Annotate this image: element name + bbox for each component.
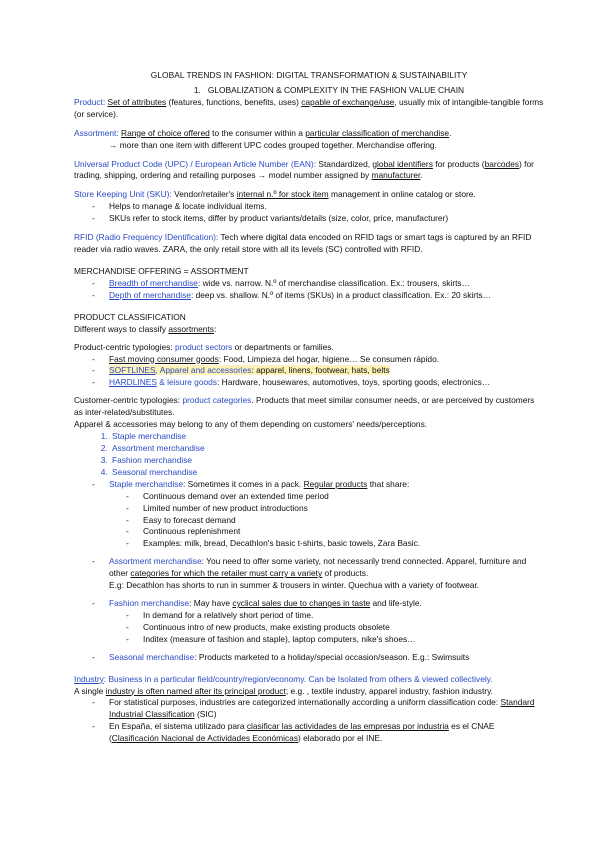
sku-term: Store Keeping Unit (SKU): <box>74 189 172 200</box>
list-item: - HARDLINES & leisure goods: Hardware, housewares, automotives, toys, sporting goods, electronics… <box>92 377 544 389</box>
industry-term: Industry <box>74 673 104 684</box>
list-item: - Easy to forecast demand <box>126 515 544 527</box>
staple-item: - Staple merchandise: Sometimes it comes in a pack. Regular products that share: - Continuous demand over an extended time period - Limited number of new product introductions - Easy to forecast demand - Continuous replenishment - Examples: milk, bread, Decathlon's basic t-shirts, basic towels, Zara Basic. <box>92 479 544 551</box>
list-item: - Examples: milk, bread, Decathlon's basic t-shirts, basic towels, Zara Basic. <box>126 538 544 550</box>
merchandise-types-detail <box>74 479 544 664</box>
assortment-term: Assortment: <box>74 127 119 138</box>
assortment-item: - Assortment merchandise: You need to offer some variety, not necessarily trend connected. Apparel, furniture and other categories for which the retailer must carry a variety of products. E.g: Decathlon has shorts to run in summer & trousers in winter. Quechua with a variety of footwear. <box>92 556 544 592</box>
product-term: Product: <box>74 96 106 107</box>
list-item-highlighted: - SOFTLINES, Apparel and accessories: apparel, linens, footwear, hats, belts <box>92 365 544 377</box>
product-definition: Product: Set of attributes (features, functions, benefits, uses) capable of exchange/use, usually mix of intangible-tangible forms (or service). <box>74 96 544 119</box>
document-title: GLOBAL TRENDS IN FASHION: DIGITAL TRANSFORMATION & SUSTAINABILITY <box>150 70 468 80</box>
industry-section: Industry: Business in a particular field/country/region/economy. Can be Isolated from others & viewed collectively. A single industry is often named after its principal product; e.g. , textile industry, apparel industry, fashion industry. - For statistical purposes, industries are categorized internationally according a uniform classification code: Standard Industrial Classification (SIC) - En España, el sistema utilizado para clasificar las actividades de las empresas por industria es el CNAE (Clasificación Nacional de Actividades Económicas) elaborado por el INE. <box>74 674 544 746</box>
rfid-definition: RFID (Radio Frequency IDentification): Tech where digital data encoded on RFID tags or smart tags is captured by an RFID reader via radio waves. ZARA, the only retail store with all its levels (SC) controlled with RFID. <box>74 232 532 255</box>
fashion-item: - Fashion merchandise: May have cyclical sales due to changes in taste and life-style. - In demand for a relatively short period of time. - Continuous intro of new products, make existing products obsolete - Inditex (measure of fashion and staple), laptop computers, nike's shoes… <box>92 598 544 646</box>
sku-definition: Store Keeping Unit (SKU): Vendor/retailer's internal n.º for stock item management in online catalog or store. - Helps to manage & locate individual items. - SKUs refer to stock items, differ by product variants/details (size, color, price, manufacturer) <box>74 189 544 225</box>
seasonal-item: - Seasonal merchandise: Products marketed to a holiday/special occasion/season. E.g.: Swimsuits <box>92 652 544 664</box>
list-item: - Limited number of new product introductions <box>126 503 544 515</box>
list-item: - Breadth of merchandise: wide vs. narrow. N.º of merchandise classification. Ex.: trousers, skirts… <box>92 278 544 290</box>
product-classification-section: PRODUCT CLASSIFICATION Different ways to classify assortments: Product-centric typologies: product sectors or departments or families. - Fast moving consumer goods: Food, Limpieza del hogar, higiene… Se consumen rápido. - SOFTLINES, Apparel and accessories: apparel, linens, footwear, hats, belts - HARDLINES & leisure goods: Hardware, housewares, automotives, toys, sporting goods, electronics… Customer-centric typologies: product categories. Products that meet similar consumer needs, or are perceived by customers as inter-related/substitutes. Apparel & accessories may belong to any of them depending on customers' needs/perceptions. 1. Staple merchandise 2. Assortment merchandise 3. Fashion merchandise 4. Seasonal merchandise - Staple merchandise: Sometimes it comes in a pack. Regular products that share: - Continuous demand over an extended time period - Limited number of new product introductions - Easy to forecast demand - Continuous replenishment - Examples: milk, bread, Decathlon's basic t-shirts, basic towels, Zara Basic. - Assortment merchandise: You need to offer some variety, not necessarily trend connected. Apparel, furniture and other categories for which the retailer must carry a variety of products. E.g: Decathlon has shorts to run in summer & trousers in winter. Quechua with a variety of footwear. - Fashion merchandise: May have cyclical sales due to changes in taste and life-style. - In demand for a relatively short period of time. - Continuous intro of new products, make existing products obsolete - Inditex (measure of fashion and staple), laptop computers, nike's shoes… - Seasonal merchandise: Products marketed to a holiday/special occasion/season. E.g.: Swimsuits <box>74 312 544 664</box>
list-item: 1. Staple merchandise <box>110 431 544 443</box>
section-heading: 1. GLOBALIZATION & COMPLEXITY IN THE FASHION VALUE CHAIN <box>193 84 465 95</box>
rfid-term: RFID (Radio Frequency IDentification): <box>74 232 219 243</box>
list-item: - Continuous replenishment <box>126 526 544 538</box>
list-item: - En España, el sistema utilizado para clasificar las actividades de las empresas por industria es el CNAE (Clasificación Nacional de Actividades Económicas) elaborado por el INE. <box>92 721 544 745</box>
upc-definition: Universal Product Code (UPC) / European Article Number (EAN): Standardized, global identifiers for products (barcodes) for trading, shipping, ordering and retailing purposes → model number assigned by manufacturer. <box>74 158 534 181</box>
list-item: - Continuous demand over an extended time period <box>126 491 544 503</box>
list-item: - In demand for a relatively short period of time. <box>126 610 544 622</box>
list-item: - Fast moving consumer goods: Food, Limpieza del hogar, higiene… Se consumen rápido. <box>92 354 544 366</box>
list-item: - Helps to manage & locate individual items. <box>92 201 544 213</box>
list-item: - Depth of merchandise: deep vs. shallow. N.º of items (SKUs) in a product classification. Ex.: 20 skirts… <box>92 290 544 302</box>
list-item: 3. Fashion merchandise <box>110 455 544 467</box>
list-item: - Continuous intro of new products, make existing products obsolete <box>126 622 544 634</box>
merchandise-types-list <box>74 431 544 479</box>
list-item: 2. Assortment merchandise <box>110 443 544 455</box>
upc-term: Universal Product Code (UPC) / European Article Number (EAN): <box>74 158 317 169</box>
list-item: - For statistical purposes, industries are categorized internationally according a uniform classification code: Standard Industrial Classification (SIC) <box>92 697 544 721</box>
merchandise-offering-section <box>74 266 544 302</box>
list-item: - SKUs refer to stock items, differ by product variants/details (size, color, price, manufacturer) <box>92 213 544 225</box>
classification-heading: PRODUCT CLASSIFICATION <box>74 311 186 322</box>
assortment-definition: Assortment: Range of choice offered to the consumer within a particular classification of merchandise. → more than one item with different UPC codes grouped together. Merchandise offering. <box>74 127 452 150</box>
merchandise-heading: MERCHANDISE OFFERING = ASSORTMENT <box>74 265 249 276</box>
list-item: 4. Seasonal merchandise <box>110 467 544 479</box>
list-item: - Inditex (measure of fashion and staple), laptop computers, nike's shoes… <box>126 634 544 646</box>
